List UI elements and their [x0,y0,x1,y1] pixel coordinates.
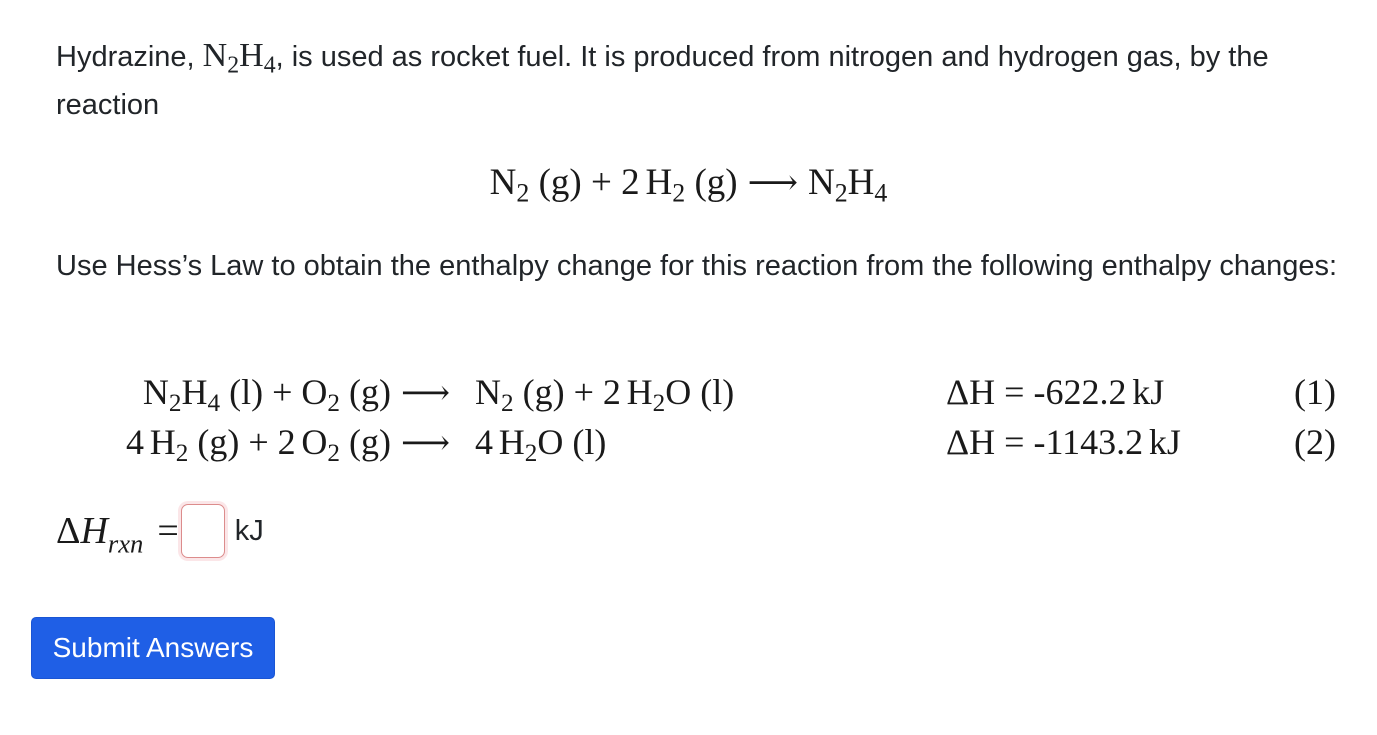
subscript-2: 2 [227,52,240,79]
intro-text-after: , is used as rocket fuel. It is produced from nitrogen and hydrogen gas, by the reaction [56,41,1269,121]
formula-h: H [498,422,525,462]
main-reaction-equation [0,158,1377,208]
coefficient-2: 2 [277,422,296,462]
answer-row [56,502,264,560]
reaction-1-products [475,368,734,416]
equation-number-1: (1) [1294,372,1336,412]
plus-sign: + [248,422,269,462]
equation-number-2: (2) [1294,422,1336,462]
reaction-1-enthalpy [946,368,1164,416]
reaction-row-2 [0,418,1377,466]
subscript-4: 4 [207,390,221,418]
reaction-2-products [475,418,606,466]
subscript-2: 2 [175,440,189,468]
coefficient-2: 2 [621,162,640,203]
delta-symbol: Δ [56,510,81,552]
subscript-2: 2 [672,178,686,208]
formula-o: O [537,422,564,462]
plus-sign: + [272,372,293,412]
state-gas: (g) [538,162,582,203]
state-gas: (g) [197,422,240,462]
subscript-2: 2 [327,390,340,418]
delta-h-label: ΔH [946,372,996,412]
formula-h: H [149,422,176,462]
formula-h: H [626,372,653,412]
reaction-2-enthalpy [946,418,1181,466]
answer-equals-sign: = [157,510,179,552]
hess-instructions: Use Hess’s Law to obtain the enthalpy change for this reaction from the following enthalpy changes: [56,250,1338,282]
intro-text-before: Hydrazine, [56,41,203,73]
subscript-2: 2 [516,178,530,208]
subscript-4: 4 [874,178,888,208]
subscript-2: 2 [168,390,182,418]
delta-h-value: -1143.2 [1033,422,1144,462]
state-liquid: (l) [572,422,607,462]
reaction-1-reactants [143,368,460,418]
state-gas: (g) [694,162,738,203]
delta-h-unit: kJ [1148,422,1181,462]
formula-h: H [645,162,673,203]
formula-n: N [475,372,501,412]
formula-n: N [807,162,835,203]
state-gas: (g) [349,422,391,462]
subscript-2: 2 [327,440,340,468]
equals-sign: = [1004,422,1025,462]
plus-sign: + [573,372,594,412]
equals-sign: = [1004,372,1025,412]
formula-n: N [202,37,228,74]
reaction-2-reactants [126,418,460,468]
coefficient-4: 4 [126,422,145,462]
intro-paragraph [56,32,1346,129]
state-liquid: (l) [700,372,735,412]
formula-h: H [847,162,875,203]
delta-h-label: ΔH [946,422,996,462]
subscript-2: 2 [501,390,514,418]
formula-n: N [142,372,169,412]
formula-o: O [301,422,328,462]
state-gas: (g) [349,372,391,412]
subscript-2: 2 [834,178,848,208]
coefficient-4: 4 [475,422,493,462]
delta-h-value: -622.2 [1033,372,1127,412]
answer-unit: kJ [234,514,264,547]
rxn-subscript: rxn [107,528,144,559]
reaction-row-1 [0,368,1377,416]
submit-answers-button[interactable]: Submit Answers [31,617,275,679]
reaction-arrow: ⟶ [400,425,450,462]
h-symbol: H [80,510,108,552]
reaction-arrow: ⟶ [747,163,798,202]
subscript-2: 2 [524,440,538,468]
formula-n: N [489,162,517,203]
hydrazine-formula [202,37,276,79]
subscript-4: 4 [263,52,276,79]
formula-h: H [239,37,264,74]
delta-h-unit: kJ [1132,372,1165,412]
formula-o: O [665,372,692,412]
plus-sign: + [590,162,612,203]
formula-h: H [181,372,208,412]
state-liquid: (l) [229,372,264,412]
state-gas: (g) [522,372,565,412]
coefficient-2: 2 [602,372,621,412]
enthalpy-answer-input[interactable] [181,504,225,558]
formula-o: O [301,372,328,412]
delta-h-rxn-label [56,509,144,559]
subscript-2: 2 [652,390,666,418]
reaction-arrow: ⟶ [400,375,450,412]
